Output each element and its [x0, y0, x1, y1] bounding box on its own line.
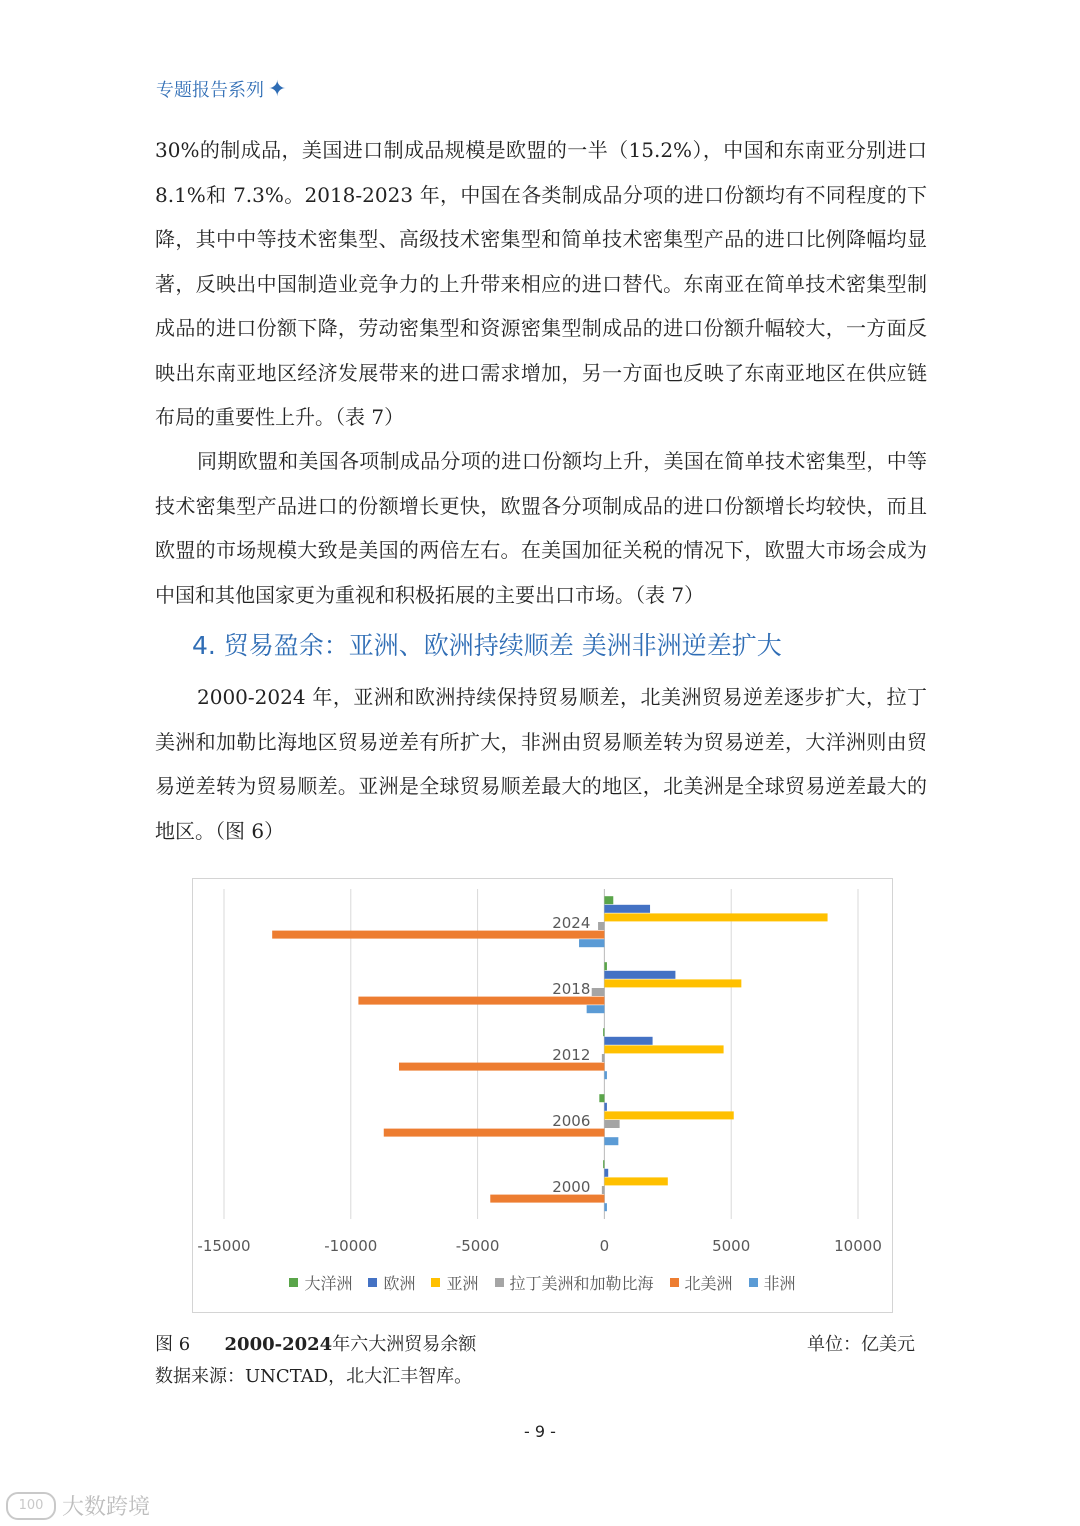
legend-label: 非洲 [763, 1274, 796, 1293]
bar [603, 1160, 604, 1168]
data-source: 数据来源：UNCTAD，北大汇丰智库。 [155, 1366, 473, 1387]
watermark [6, 1490, 150, 1521]
legend-label: 亚洲 [446, 1274, 479, 1293]
bar [604, 1037, 652, 1045]
x-tick-label: 10000 [834, 1237, 882, 1255]
bar [604, 913, 827, 921]
bar [604, 905, 650, 913]
bar [604, 962, 607, 970]
legend-swatch [289, 1278, 298, 1287]
page-number: - 9 - [524, 1422, 556, 1441]
category-label: 2024 [552, 914, 591, 932]
legend-swatch [670, 1278, 679, 1287]
bar [602, 1186, 605, 1194]
legend-label: 北美洲 [684, 1274, 733, 1293]
category-label: 2006 [552, 1112, 591, 1130]
watermark-logo-icon: 100 [6, 1492, 56, 1520]
bar [598, 922, 604, 930]
bar [604, 1169, 608, 1177]
four-point-star-icon: ✦ [268, 76, 287, 102]
trade-balance-chart [192, 878, 893, 1313]
bar [604, 1103, 607, 1111]
x-tick-label: -10000 [324, 1237, 378, 1255]
legend-item [670, 1271, 733, 1294]
section-heading: 4. 贸易盈余：亚洲、欧洲持续顺差 美洲非洲逆差扩大 [192, 631, 782, 660]
bar [587, 1005, 605, 1013]
bar [604, 971, 675, 979]
legend-swatch [749, 1278, 758, 1287]
watermark-text: 大数跨境 [62, 1495, 151, 1520]
bar [592, 988, 605, 996]
x-tick-label: -15000 [197, 1237, 251, 1255]
bar [604, 1071, 607, 1079]
legend-item [749, 1271, 796, 1294]
legend-item [431, 1271, 478, 1294]
header-title: 专题报告系列 [156, 80, 264, 101]
legend-item [495, 1271, 654, 1294]
figure-caption [155, 1330, 915, 1356]
figure-label: 图 6 [155, 1334, 191, 1355]
legend-swatch [368, 1278, 377, 1287]
legend-label: 拉丁美洲和加勒比海 [509, 1274, 654, 1293]
category-label: 2012 [552, 1046, 591, 1064]
body-paragraph-1: 30%的制成品，美国进口制成品规模是欧盟的一半（15.2%），中国和东南亚分别进口 8.1%和 7.3%。2018-2023 年，中国在各类制成品分项的进口份额均有不同程度的下降，其中中等技术密集型、高级技术密集型和简单技术密集型产品的进口比例降幅均显著，反映出中国制造业竞争力的上升带来相应的进口替代。东南亚在简单技术密集型制成品的进口份额下降，劳动密集型和资源密集型制成品的进口份额升幅较大，一方面反映出东南亚地区经济发展带来的进口需求增加，另一方面也反映了东南亚地区在供应链布局的重要性上升。（表 7） [155, 138, 927, 429]
x-tick-label: 0 [599, 1237, 610, 1255]
legend-swatch [431, 1278, 440, 1287]
chart-plot-area [193, 879, 892, 1269]
bar [602, 1054, 605, 1062]
bar [604, 1203, 607, 1211]
category-label: 2000 [552, 1178, 591, 1196]
bar [604, 896, 613, 904]
x-tick-label: -5000 [455, 1237, 500, 1255]
chart-legend [193, 1271, 892, 1294]
legend-label: 欧洲 [383, 1274, 416, 1293]
report-series-header [156, 76, 286, 102]
x-tick-label: 5000 [712, 1237, 751, 1255]
bar [599, 1094, 604, 1102]
bar [604, 1111, 733, 1119]
figure-title: 年六大洲贸易余额 [332, 1334, 477, 1355]
bar [603, 1028, 604, 1036]
category-label: 2018 [552, 980, 591, 998]
legend-item [368, 1271, 415, 1294]
bar [579, 939, 604, 947]
bar [604, 1137, 618, 1145]
legend-label: 大洋洲 [304, 1274, 353, 1293]
legend-item [289, 1271, 352, 1294]
bar [604, 979, 741, 987]
figure-years: 2000-2024 [224, 1334, 333, 1355]
figure-unit: 单位：亿美元 [807, 1334, 915, 1355]
bar [604, 1177, 667, 1185]
body-paragraph-3: 2000-2024 年，亚洲和欧洲持续保持贸易顺差，北美洲贸易逆差逐步扩大，拉丁美洲和加勒比海地区贸易逆差有所扩大，非洲由贸易顺差转为贸易逆差，大洋洲则由贸易逆差转为贸易顺差。亚洲是全球贸易顺差最大的地区，北美洲是全球贸易逆差最大的地区。（图 6） [155, 685, 927, 843]
legend-swatch [495, 1278, 504, 1287]
bar [604, 1120, 619, 1128]
bar [604, 1045, 723, 1053]
body-paragraph-2: 同期欧盟和美国各项制成品分项的进口份额均上升，美国在简单技术密集型，中等技术密集型产品进口的份额增长更快，欧盟各分项制成品的进口份额增长均较快，而且欧盟的市场规模大致是美国的两倍左右。在美国加征关税的情况下，欧盟大市场会成为中国和其他国家更为重视和积极拓展的主要出口市场。（表 7） [155, 449, 927, 607]
